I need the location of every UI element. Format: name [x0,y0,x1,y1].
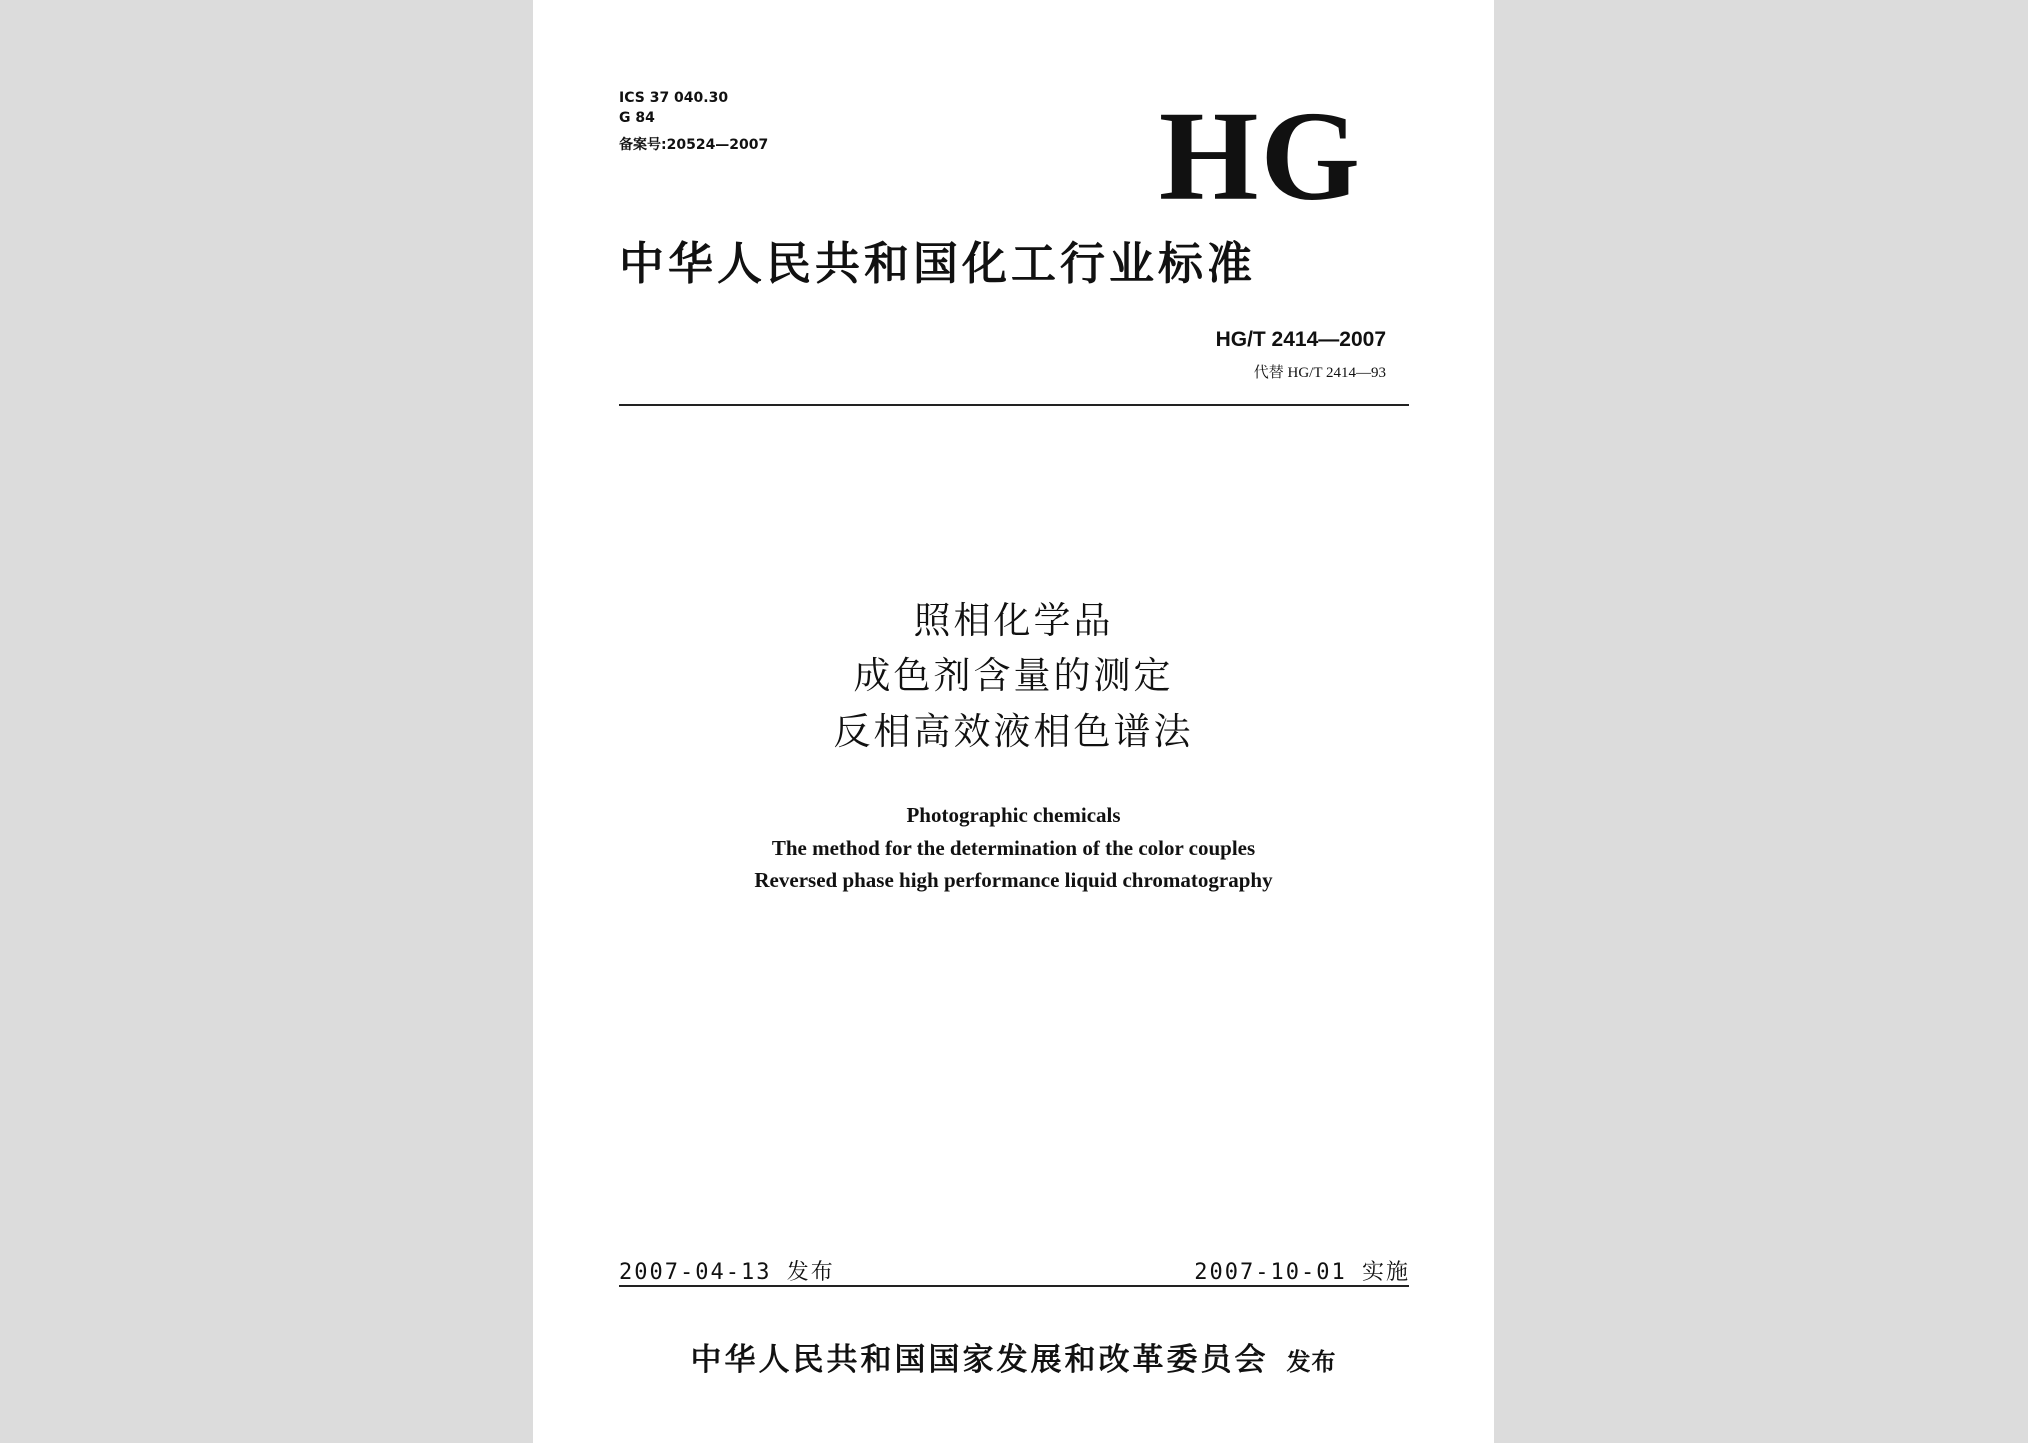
record-number: 备案号:20524—2007 [619,137,769,153]
effective-date: 2007-10-01 实施 [1194,1260,1410,1285]
title-cn-line-3: 反相高效液相色谱法 [833,710,1194,753]
footer-divider [619,1285,1409,1287]
ccs-code: G 84 [619,110,655,126]
replaces-standard: 代替 HG/T 2414—93 [1253,365,1386,381]
issuer-publish-label: 发布 [1286,1348,1337,1376]
release-date: 2007-04-13 发布 [619,1260,835,1285]
title-en-line-3: Reversed phase high performance liquid chromatography [754,868,1273,892]
document-page [533,0,1494,1443]
hg-logo: HG [1158,85,1362,227]
organization-title: 中华人民共和国化工行业标准 [619,237,1257,290]
header-divider [619,404,1409,406]
title-en-line-1: Photographic chemicals [906,803,1121,827]
standard-number: HG/T 2414—2007 [1215,328,1386,351]
issuer-name: 中华人民共和国国家发展和改革委员会 [690,1342,1269,1378]
ics-code: ICS 37 040.30 [619,90,729,106]
title-en-line-2: The method for the determination of the color couples [771,836,1256,860]
issuer [533,1334,1494,1379]
title-cn-line-1: 照相化学品 [913,599,1114,642]
title-cn-line-2: 成色剂含量的测定 [853,654,1174,697]
